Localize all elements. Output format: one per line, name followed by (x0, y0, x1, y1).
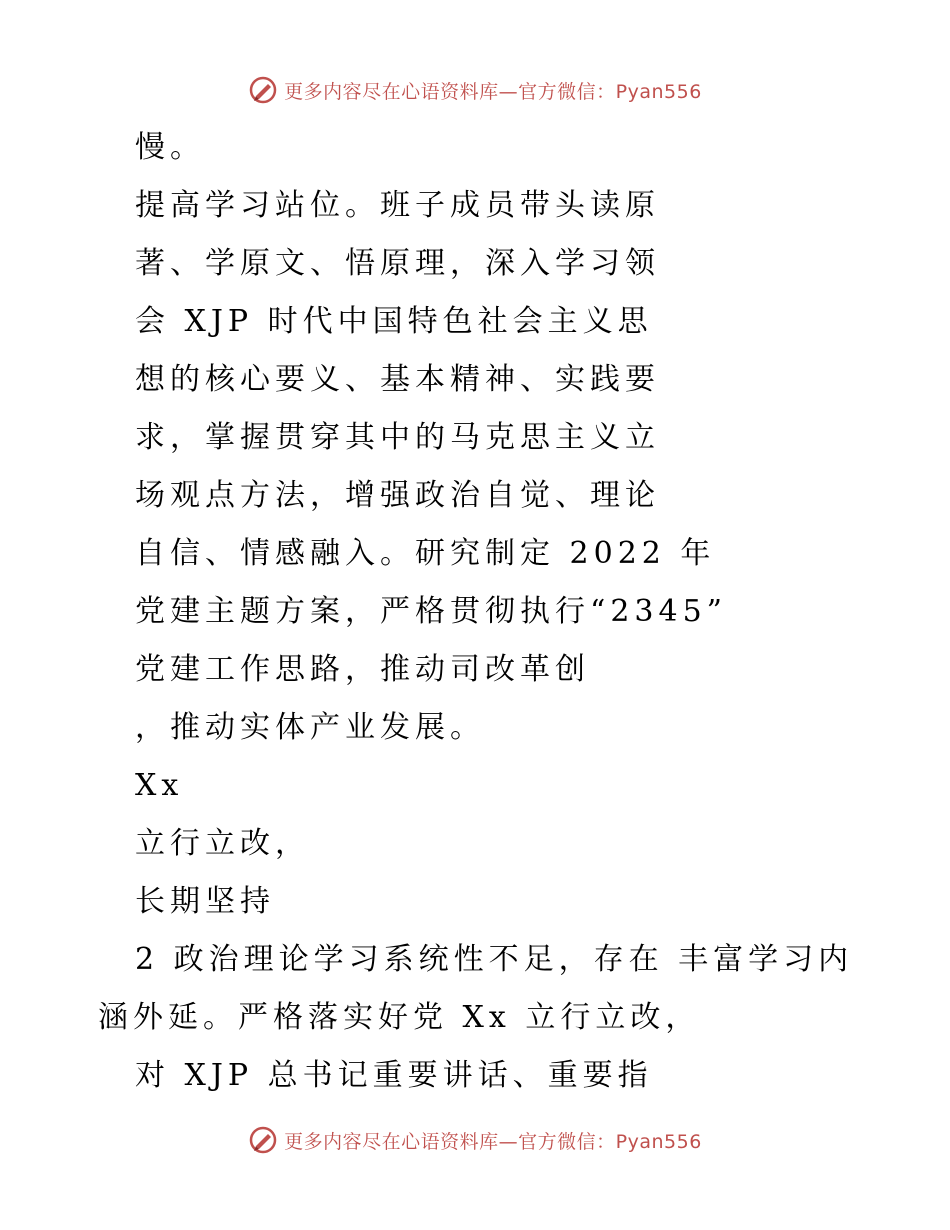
body-line: 党建工作思路，推动司改革创 (135, 652, 590, 687)
body-line: 党建主题方案，严格贯彻执行“2345” (135, 594, 728, 629)
body-line: 想的核心要义、基本精神、实践要 (135, 362, 660, 397)
footer-watermark (0, 1120, 950, 1160)
footer-watermark-text: 更多内容尽在心语资料库—官方微信：Pyan556 (284, 1130, 702, 1153)
header-watermark-text: 更多内容尽在心语资料库—官方微信：Pyan556 (284, 80, 702, 103)
body-line: 立行立改， (135, 826, 310, 861)
pen-logo-icon (248, 1125, 278, 1155)
body-line: 场观点方法，增强政治自觉、理论 (135, 478, 660, 513)
body-line: ，推动实体产业发展。 (135, 710, 485, 745)
body-line: 对 XJP 总书记重要讲话、重要指 (135, 1058, 653, 1093)
body-line: 慢。 (135, 130, 205, 165)
body-line: 2 政治理论学习系统性不足，存在 丰富学习内 (135, 942, 854, 977)
body-line: 涵外延。严格落实好党 Xx 立行立改， (98, 1000, 701, 1035)
body-line: Xx (135, 768, 184, 803)
body-line: 提高学习站位。班子成员带头读原 (135, 188, 660, 223)
body-line: 长期坚持 (135, 884, 275, 919)
body-line: 自信、情感融入。研究制定 2022 年 (135, 536, 716, 571)
body-line: 会 XJP 时代中国特色社会主义思 (135, 304, 653, 339)
body-line: 求，掌握贯穿其中的马克思主义立 (135, 420, 660, 455)
body-line: 著、学原文、悟原理，深入学习领 (135, 246, 660, 281)
